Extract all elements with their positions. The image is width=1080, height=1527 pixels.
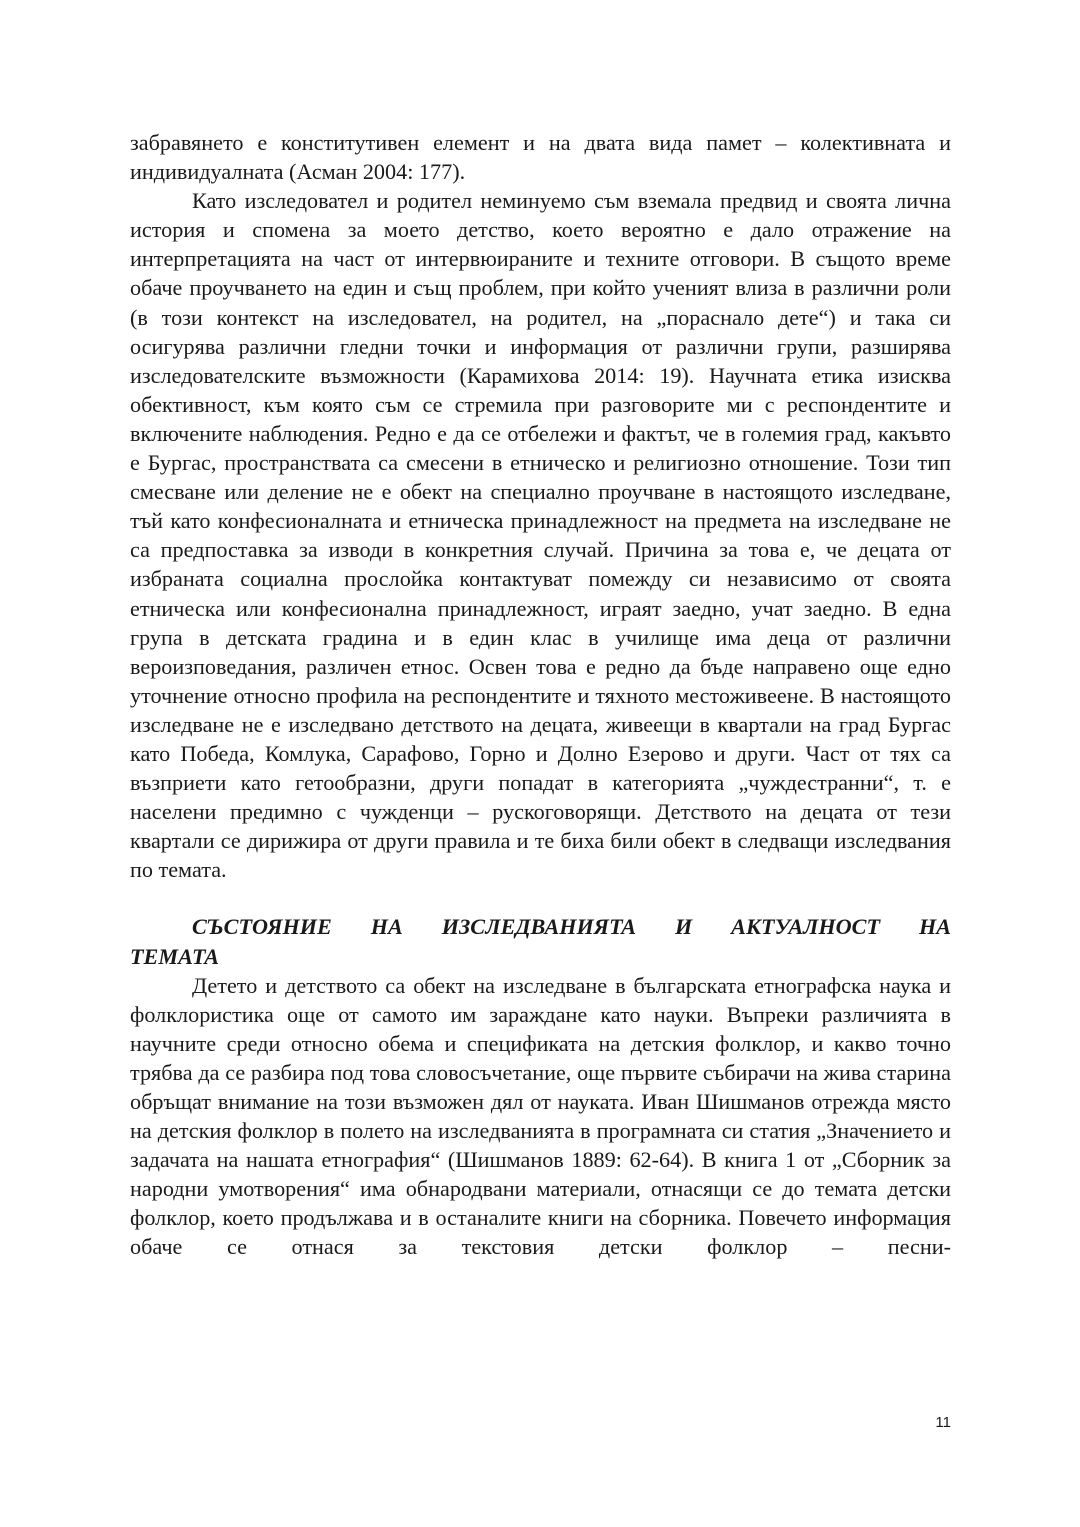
section-heading-line-2: ТЕМАТА (130, 943, 219, 969)
paragraph-1: забравянето е конститутивен елемент и на двата вида памет – колективната и индивидуалната (Асман 2004: 177). (130, 130, 951, 185)
paragraph-2: Като изследовател и родител неминуемо съм вземала предвид и своята лична история и спомена за моето детство, което вероятно е дало отражение на интерпретацията на част от интервюираните и техните отговори. В същото време обаче проучването на един и същ проблем, при който ученият влиза в различни роли (в този контекст на изследовател, на родител, на „пораснало дете“) и така си осигурява различни гледни точки и информация от различни групи, разширява изследователските възможности (Карамихова 2014: 19). Научната етика изисква обективност, към която съм се стремила при разговорите ми с респондентите и включените наблюдения. Редно е да се отбележи и фактът, че в големия град, какъвто е Бургас, пространствата са смесени в етническо и религиозно отношение. Този тип смесване или деление не е обект на специално проучване в настоящото изследване, тъй като конфесионалната и етническа принадлежност на предмета на изследване не са предпоставка за изводи в конкретния случай. Причина за това е, че децата от избраната социална прослойка контактуват помежду си независимо от своята етническа или конфесионална принадлежност, играят заедно, учат заедно. В една група в детската градина и в един клас в училище има деца от различни вероизповедания, различен етнос. Освен това е редно да бъде направено още едно уточнение относно профила на респондентите и тяхното местоживеене. В настоящото изследване не е изследвано детството на децата, живеещи в квартали на град Бургас като Победа, Комлука, Сарафово, Горно и Долно Езерово и други. Част от тях са възприети като гетообразни, други попадат в категорията „чуждестранни“, т. е населени предимно с чужденци – рускоговорящи. Детството на децата от тези квартали се дирижира от други правила и те биха били обект в следващи изследвания по темата. (130, 188, 951, 883)
document-page (130, 128, 951, 1262)
section-heading-line-1: СЪСТОЯНИЕ НА ИЗСЛЕДВАНИЯТА И АКТУАЛНОСТ НА (192, 914, 951, 940)
paragraph-3: Детето и детството са обект на изследване в българската етнографска наука и фолклористика още от самото им зараждане като науки. Въпреки различията в научните среди относно обема и спецификата на детския фолклор, и какво точно трябва да се разбира под това словосъчетание, още първите събирачи на жива старина обръщат внимание на този възможен дял от науката. Иван Шишманов отрежда място на детския фолклор в полето на изследванията в програмната си статия „Значението и задачата на нашата етнография“ (Шишманов 1889: 62-64). В книга 1 от „Сборник за народни умотворения“ има обнародвани материали, отнасящи се до темата детски фолклор, което продължава и в останалите книги на сборника. Повечето информация обаче се отнася за текстовия детски фолклор – песни- (130, 972, 951, 1260)
section-heading (130, 912, 951, 970)
page-number: 11 (935, 1414, 951, 1431)
